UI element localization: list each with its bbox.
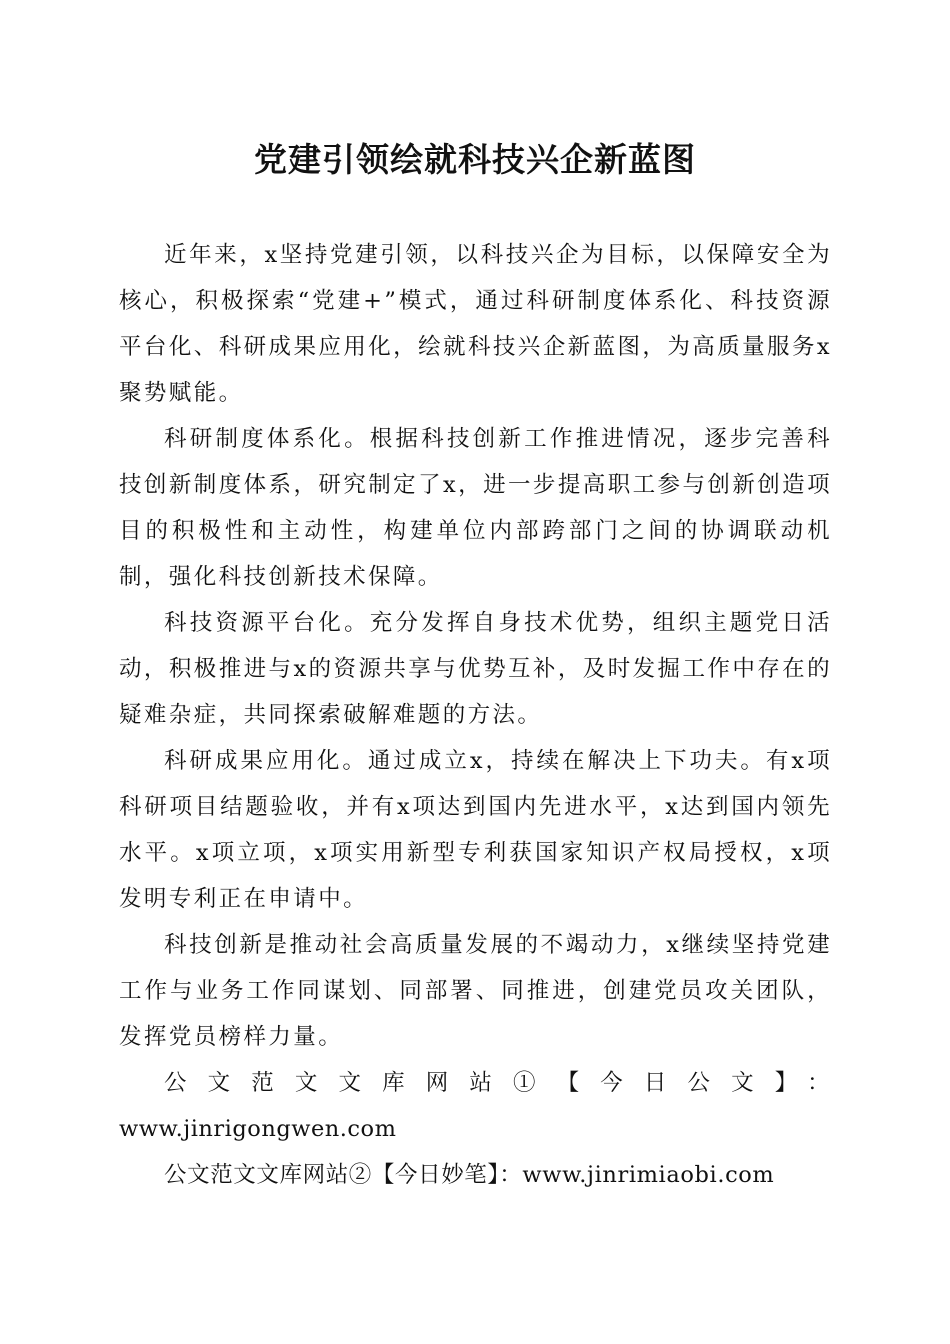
- paragraph-results-application: 科研成果应用化。通过成立x，持续在解决上下功夫。有x项科研项目结题验收，并有x项达到国内先进水平，x达到国内领先水平。x项立项，x项实用新型专利获国家知识产权局授权，x项发明专利正在申请中。: [119, 748, 832, 912]
- paragraph-resource-platform: 科技资源平台化。充分发挥自身技术优势，组织主题党日活动，积极推进与x的资源共享与优势互补，及时发掘工作中存在的疑难杂症，共同探索破解难题的方法。: [119, 610, 832, 728]
- website-1-block: [119, 1060, 832, 1106]
- website-1-label: 公文范文文库网站①【今日公文】：: [164, 1070, 832, 1096]
- website-2-line[interactable]: 公文范文文库网站②【今日妙笔】：www.jinrimiaobi.com: [164, 1162, 775, 1188]
- paragraph-conclusion: 科技创新是推动社会高质量发展的不竭动力，x继续坚持党建工作与业务工作同谋划、同部署、同推进，创建党员攻关团队，发挥党员榜样力量。: [119, 932, 832, 1050]
- paragraph-intro: 近年来，x坚持党建引领，以科技兴企为目标，以保障安全为核心，积极探索“党建+”模式，通过科研制度体系化、科技资源平台化、科研成果应用化，绘就科技兴企新蓝图，为高质量服务x聚势赋能。: [119, 242, 832, 406]
- document-body: [119, 232, 832, 1198]
- document-title: 党建引领绘就科技兴企新蓝图: [254, 140, 696, 179]
- website-1-url[interactable]: www.jinrigongwen.com: [119, 1116, 397, 1142]
- paragraph-research-system: 科研制度体系化。根据科技创新工作推进情况，逐步完善科技创新制度体系，研究制定了x，进一步提高职工参与创新创造项目的积极性和主动性，构建单位内部跨部门之间的协调联动机制，强化科技创新技术保障。: [119, 426, 832, 590]
